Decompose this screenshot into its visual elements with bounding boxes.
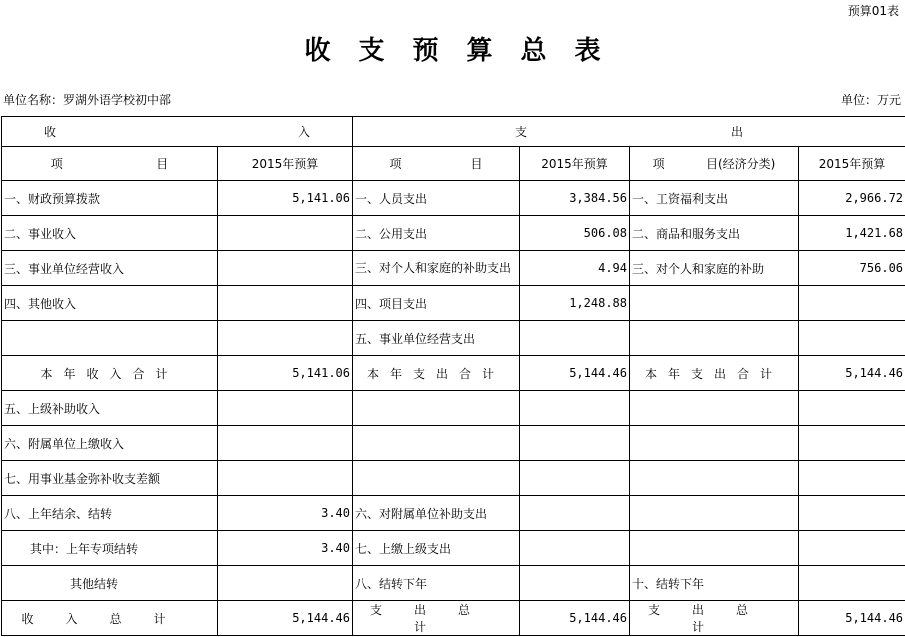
income-item-cell bbox=[2, 321, 218, 356]
income-value-cell bbox=[218, 566, 353, 601]
econ-item-cell: 一、工资福利支出 bbox=[630, 181, 799, 216]
econ-item-cell bbox=[630, 531, 799, 566]
income-value-cell bbox=[218, 251, 353, 286]
income-value-cell bbox=[218, 461, 353, 496]
econ-item-cell bbox=[630, 496, 799, 531]
income-value-cell: 3.40 bbox=[218, 496, 353, 531]
econ-value-cell: 2,966.72 bbox=[799, 181, 905, 216]
income-item-cell: 五、上级补助收入 bbox=[2, 391, 218, 426]
expense-item-cell: 一、人员支出 bbox=[353, 181, 520, 216]
table-row bbox=[2, 391, 905, 426]
col-expense-item: 项 目 bbox=[353, 147, 520, 181]
income-item-cell: 四、其他收入 bbox=[2, 286, 218, 321]
econ-item-cell: 三、对个人和家庭的补助 bbox=[630, 251, 799, 286]
expense-value-cell: 5,144.46 bbox=[520, 601, 630, 636]
econ-value-cell bbox=[799, 286, 905, 321]
col-expense-budget: 2015年预算 bbox=[520, 147, 630, 181]
econ-item-cell: 本年支出合计 bbox=[630, 356, 799, 391]
income-item-cell: 八、上年结余、结转 bbox=[2, 496, 218, 531]
expense-value-cell: 5,144.46 bbox=[520, 356, 630, 391]
table-row bbox=[2, 601, 905, 636]
table-row bbox=[2, 461, 905, 496]
income-value-cell bbox=[218, 216, 353, 251]
expense-item-cell: 支出总计 bbox=[353, 601, 520, 636]
expense-value-cell bbox=[520, 426, 630, 461]
income-item-cell: 二、事业收入 bbox=[2, 216, 218, 251]
expense-item-cell: 二、公用支出 bbox=[353, 216, 520, 251]
income-item-cell: 其中：上年专项结转 bbox=[2, 531, 218, 566]
expense-value-cell bbox=[520, 531, 630, 566]
table-row bbox=[2, 531, 905, 566]
expense-item-cell: 五、事业单位经营支出 bbox=[353, 321, 520, 356]
expense-value-cell bbox=[520, 321, 630, 356]
income-value-cell bbox=[218, 321, 353, 356]
econ-value-cell bbox=[799, 496, 905, 531]
table-row bbox=[2, 216, 905, 251]
income-group-right: 入 bbox=[297, 125, 310, 139]
expense-item-cell bbox=[353, 426, 520, 461]
econ-value-cell: 5,144.46 bbox=[799, 601, 905, 636]
income-value-cell: 5,141.06 bbox=[218, 356, 353, 391]
budget-table bbox=[1, 116, 905, 636]
income-value-cell bbox=[218, 391, 353, 426]
expense-item-cell: 六、对附属单位补助支出 bbox=[353, 496, 520, 531]
income-value-cell: 5,144.46 bbox=[218, 601, 353, 636]
col-econ-budget: 2015年预算 bbox=[799, 147, 905, 181]
col-econ-item: 项 目(经济分类) bbox=[630, 147, 799, 181]
income-value-cell bbox=[218, 426, 353, 461]
income-group-left: 收 bbox=[44, 125, 57, 139]
econ-item-cell: 十、结转下年 bbox=[630, 566, 799, 601]
table-row bbox=[2, 321, 905, 356]
table-row bbox=[2, 426, 905, 461]
income-group-header bbox=[2, 117, 353, 147]
income-item-cell: 一、财政预算拨款 bbox=[2, 181, 218, 216]
column-header-row bbox=[2, 147, 905, 181]
income-value-cell: 5,141.06 bbox=[218, 181, 353, 216]
page-title: 收支预算总表 bbox=[304, 36, 629, 66]
expense-value-cell: 3,384.56 bbox=[520, 181, 630, 216]
econ-value-cell bbox=[799, 426, 905, 461]
expense-item-cell bbox=[353, 391, 520, 426]
table-row bbox=[2, 286, 905, 321]
expense-item-cell: 八、结转下年 bbox=[353, 566, 520, 601]
unit-label: 单位：万元 bbox=[840, 93, 901, 107]
econ-item-cell bbox=[630, 391, 799, 426]
table-row bbox=[2, 356, 905, 391]
table-row bbox=[2, 251, 905, 286]
econ-item-cell: 支出总计 bbox=[630, 601, 799, 636]
group-header-row bbox=[2, 117, 905, 147]
expense-value-cell: 506.08 bbox=[520, 216, 630, 251]
income-item-cell: 其他结转 bbox=[2, 566, 218, 601]
table-row bbox=[2, 496, 905, 531]
econ-value-cell: 5,144.46 bbox=[799, 356, 905, 391]
econ-value-cell bbox=[799, 461, 905, 496]
expense-value-cell: 1,248.88 bbox=[520, 286, 630, 321]
econ-value-cell: 1,421.68 bbox=[799, 216, 905, 251]
col-income-budget: 2015年预算 bbox=[218, 147, 353, 181]
expense-value-cell bbox=[520, 461, 630, 496]
expense-value-cell bbox=[520, 391, 630, 426]
econ-value-cell bbox=[799, 566, 905, 601]
expense-value-cell bbox=[520, 566, 630, 601]
expense-item-cell: 四、项目支出 bbox=[353, 286, 520, 321]
table-row bbox=[2, 181, 905, 216]
econ-item-cell bbox=[630, 426, 799, 461]
econ-item-cell bbox=[630, 321, 799, 356]
col-income-item: 项 目 bbox=[2, 147, 218, 181]
income-item-cell: 本年收入合计 bbox=[2, 356, 218, 391]
income-item-cell: 六、附属单位上缴收入 bbox=[2, 426, 218, 461]
expense-group-right: 出 bbox=[731, 125, 744, 139]
form-code: 预算01表 bbox=[847, 4, 899, 18]
income-item-cell: 收入总计 bbox=[2, 601, 218, 636]
econ-item-cell bbox=[630, 461, 799, 496]
expense-value-cell bbox=[520, 496, 630, 531]
income-value-cell: 3.40 bbox=[218, 531, 353, 566]
expense-value-cell: 4.94 bbox=[520, 251, 630, 286]
econ-value-cell: 756.06 bbox=[799, 251, 905, 286]
income-item-cell: 七、用事业基金弥补收支差额 bbox=[2, 461, 218, 496]
expense-item-cell: 七、上缴上级支出 bbox=[353, 531, 520, 566]
table-row bbox=[2, 566, 905, 601]
income-item-cell: 三、事业单位经营收入 bbox=[2, 251, 218, 286]
expense-group-left: 支 bbox=[515, 125, 528, 139]
income-value-cell bbox=[218, 286, 353, 321]
expense-item-cell: 本年支出合计 bbox=[353, 356, 520, 391]
econ-value-cell bbox=[799, 321, 905, 356]
expense-item-cell bbox=[353, 461, 520, 496]
econ-value-cell bbox=[799, 391, 905, 426]
unit-name: 单位名称：罗湖外语学校初中部 bbox=[3, 93, 172, 107]
expense-item-cell: 三、对个人和家庭的补助支出 bbox=[353, 251, 520, 286]
econ-item-cell: 二、商品和服务支出 bbox=[630, 216, 799, 251]
econ-value-cell bbox=[799, 531, 905, 566]
econ-item-cell bbox=[630, 286, 799, 321]
expense-group-header bbox=[353, 117, 905, 147]
